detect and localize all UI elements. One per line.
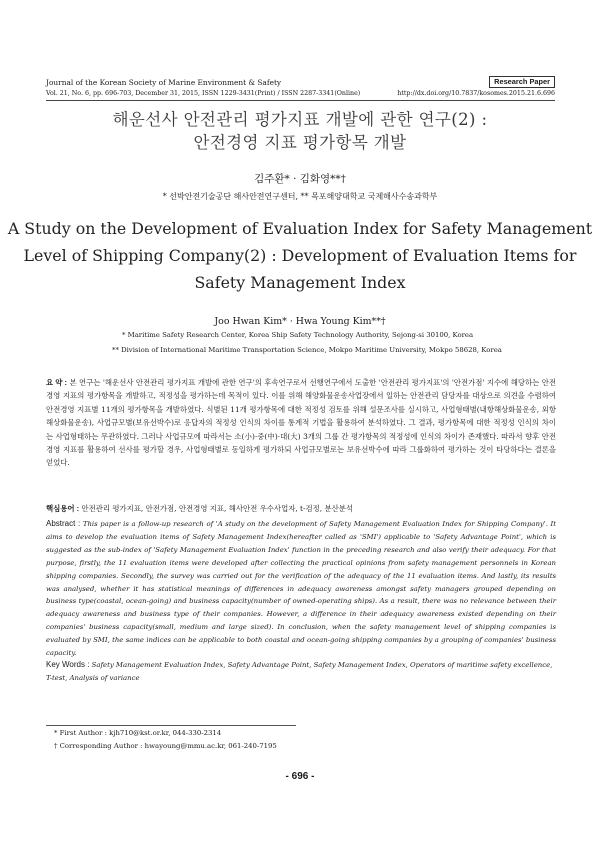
english-title-line2: Level of Shipping Company(2) : Development of Evaluation Items for (23, 246, 577, 265)
korean-authors: 김주환* · 김화영**† (254, 173, 346, 185)
english-affiliation-2: ** Division of International Maritime Transportation Science, Mokpo Maritime University, Mokpo 58628, Korea (112, 346, 502, 354)
korean-keywords (46, 503, 556, 514)
english-title-line1: A Study on the Development of Evaluation Index for Safety Management (7, 219, 593, 238)
english-title-line3: Safety Management Index (194, 273, 406, 292)
footnote-corresponding-author: † Corresponding Author : hwayoung@mmu.ac.kr, 061-240-7195 (54, 742, 277, 750)
english-authors: Joo Hwan Kim* · Hwa Young Kim**† (214, 316, 386, 327)
korean-title-line2: 안전경영 지표 평가항목 개발 (193, 133, 407, 152)
research-paper-badge: Research Paper (489, 76, 555, 88)
english-keywords (46, 658, 556, 685)
korean-abstract (46, 376, 556, 470)
korean-affiliation: * 선박안전기술공단 해사안전연구센터, ** 목포해양대학교 국제해사수송과학부 (162, 192, 438, 201)
journal-name: Journal of the Korean Society of Marine Environment & Safety (46, 78, 282, 87)
footnote-first-author: * First Author : kjh710@kst.or.kr, 044-330-2314 (54, 729, 222, 737)
english-keywords-label: Key Words : (46, 660, 90, 669)
english-keywords-text: Safety Management Evaluation Index, Safety Advantage Point, Safety Management Index, Operators of maritime safety excellence, T-test, Analysis of variance (46, 661, 553, 682)
footnote-rule (46, 725, 296, 726)
korean-abstract-label: 요 약 : (46, 378, 68, 387)
page-number: - 696 - (285, 771, 315, 782)
english-affiliation-1: * Maritime Safety Research Center, Korea Ship Safety Technology Authority, Sejong-si 30100, Korea (122, 331, 474, 339)
korean-keywords-text: 안전관리 평가지표, 안전가점, 안전경영 지표, 해사안전 우수사업자, t-검정, 분산분석 (81, 504, 354, 513)
header-rule (46, 100, 555, 101)
english-abstract-label: Abstract : (46, 519, 81, 528)
english-abstract (46, 518, 556, 660)
korean-title-line1: 해운선사 안전관리 평가지표 개발에 관한 연구(2) : (112, 110, 488, 129)
doi-link[interactable]: http://dx.doi.org/10.7837/kosomes.2015.21.6.696 (397, 90, 555, 97)
korean-keywords-label: 핵심용어 : (46, 504, 80, 513)
english-abstract-text: This paper is a follow-up research of 'A study on the development of Safety Management Evaluation Index for Shipping Company'. It aims to develop the evaluation items of Safety Management Index(hereafter called as 'SMI') applicable to 'Safety Advantage Point', which is suggested as the sub-index of 'Safety Management Evaluation Index' function in the preceding research and also verify their adequacy. For that purpose, firstly, the 11 evaluation items were developed after collecting the practical opinions from safety management personnels in Korean shipping companies. Secondly, the survey was carried out for the verification of the adequacy of the 11 evaluation items. And lastly, its results was analysed, whether it has statistical meanings of differences in adequacy awareness amongst safety managers grouped depending on business type(coastal, ocean-going) and business capacity(number of owned-operating ships). As a result, there was no relevance between their adequacy awareness and business type of their companies. However, a difference in their adequacy awareness existed depending on their companies' business capacity(small, medium and large sized). In conclusion, when the safety management level of shipping companies is evaluated by SMI, the same indices can be applicable to both coastal and ocean-going shipping companies by a grouping of companies' business capacity. (46, 520, 556, 658)
korean-abstract-text: 본 연구는 '해운선사 안전관리 평가지표 개발에 관한 연구'의 후속연구로서 선행연구에서 도출한 '안전관리 평가지표'의 '안전가점' 지수에 해당하는 안전경영 지표의 평가항목을 개발하고, 적정성을 평가하는데 목적이 있다. 이를 위해 해양화물운송사업장에서 일하는 안전관리 담당자를 대상으로 의견을 수렴하여 안전경영 지표별 11개의 평가항목을 개발하였다. 식별된 11개 평가항목에 대한 적정성 검토를 위해 설문조사를 실시하고, 사업형태별(내항해상화물운송, 외항해상화물운송), 사업규모별(보유선박수)로 응답자의 적정성 인식의 차이를 통계적 기법을 활용하여 분석하였다. 그 결과, 평가항목에 대한 적정성 인식의 차이는 사업형태하는 무관하였다. 그러나 사업규모에 따라서는 소(小)·중(中)·대(大) 3개의 그룹 간 평가항목의 적정성에 인식의 차이가 존재했다. 따라서 향후 안전경영 지표를 활용하여 선사를 평가할 경우, 사업형태별로 동일하게 평가하되 사업규모별로는 보유선박수에 따라 그룹화하여 평가하는 것이 타당하다는 결론을 얻었다. (46, 378, 556, 468)
volume-line: Vol. 21, No. 6, pp. 696-703, December 31, 2015, ISSN 1229-3431(Print) / ISSN 2287-3341(Online) (46, 90, 361, 97)
